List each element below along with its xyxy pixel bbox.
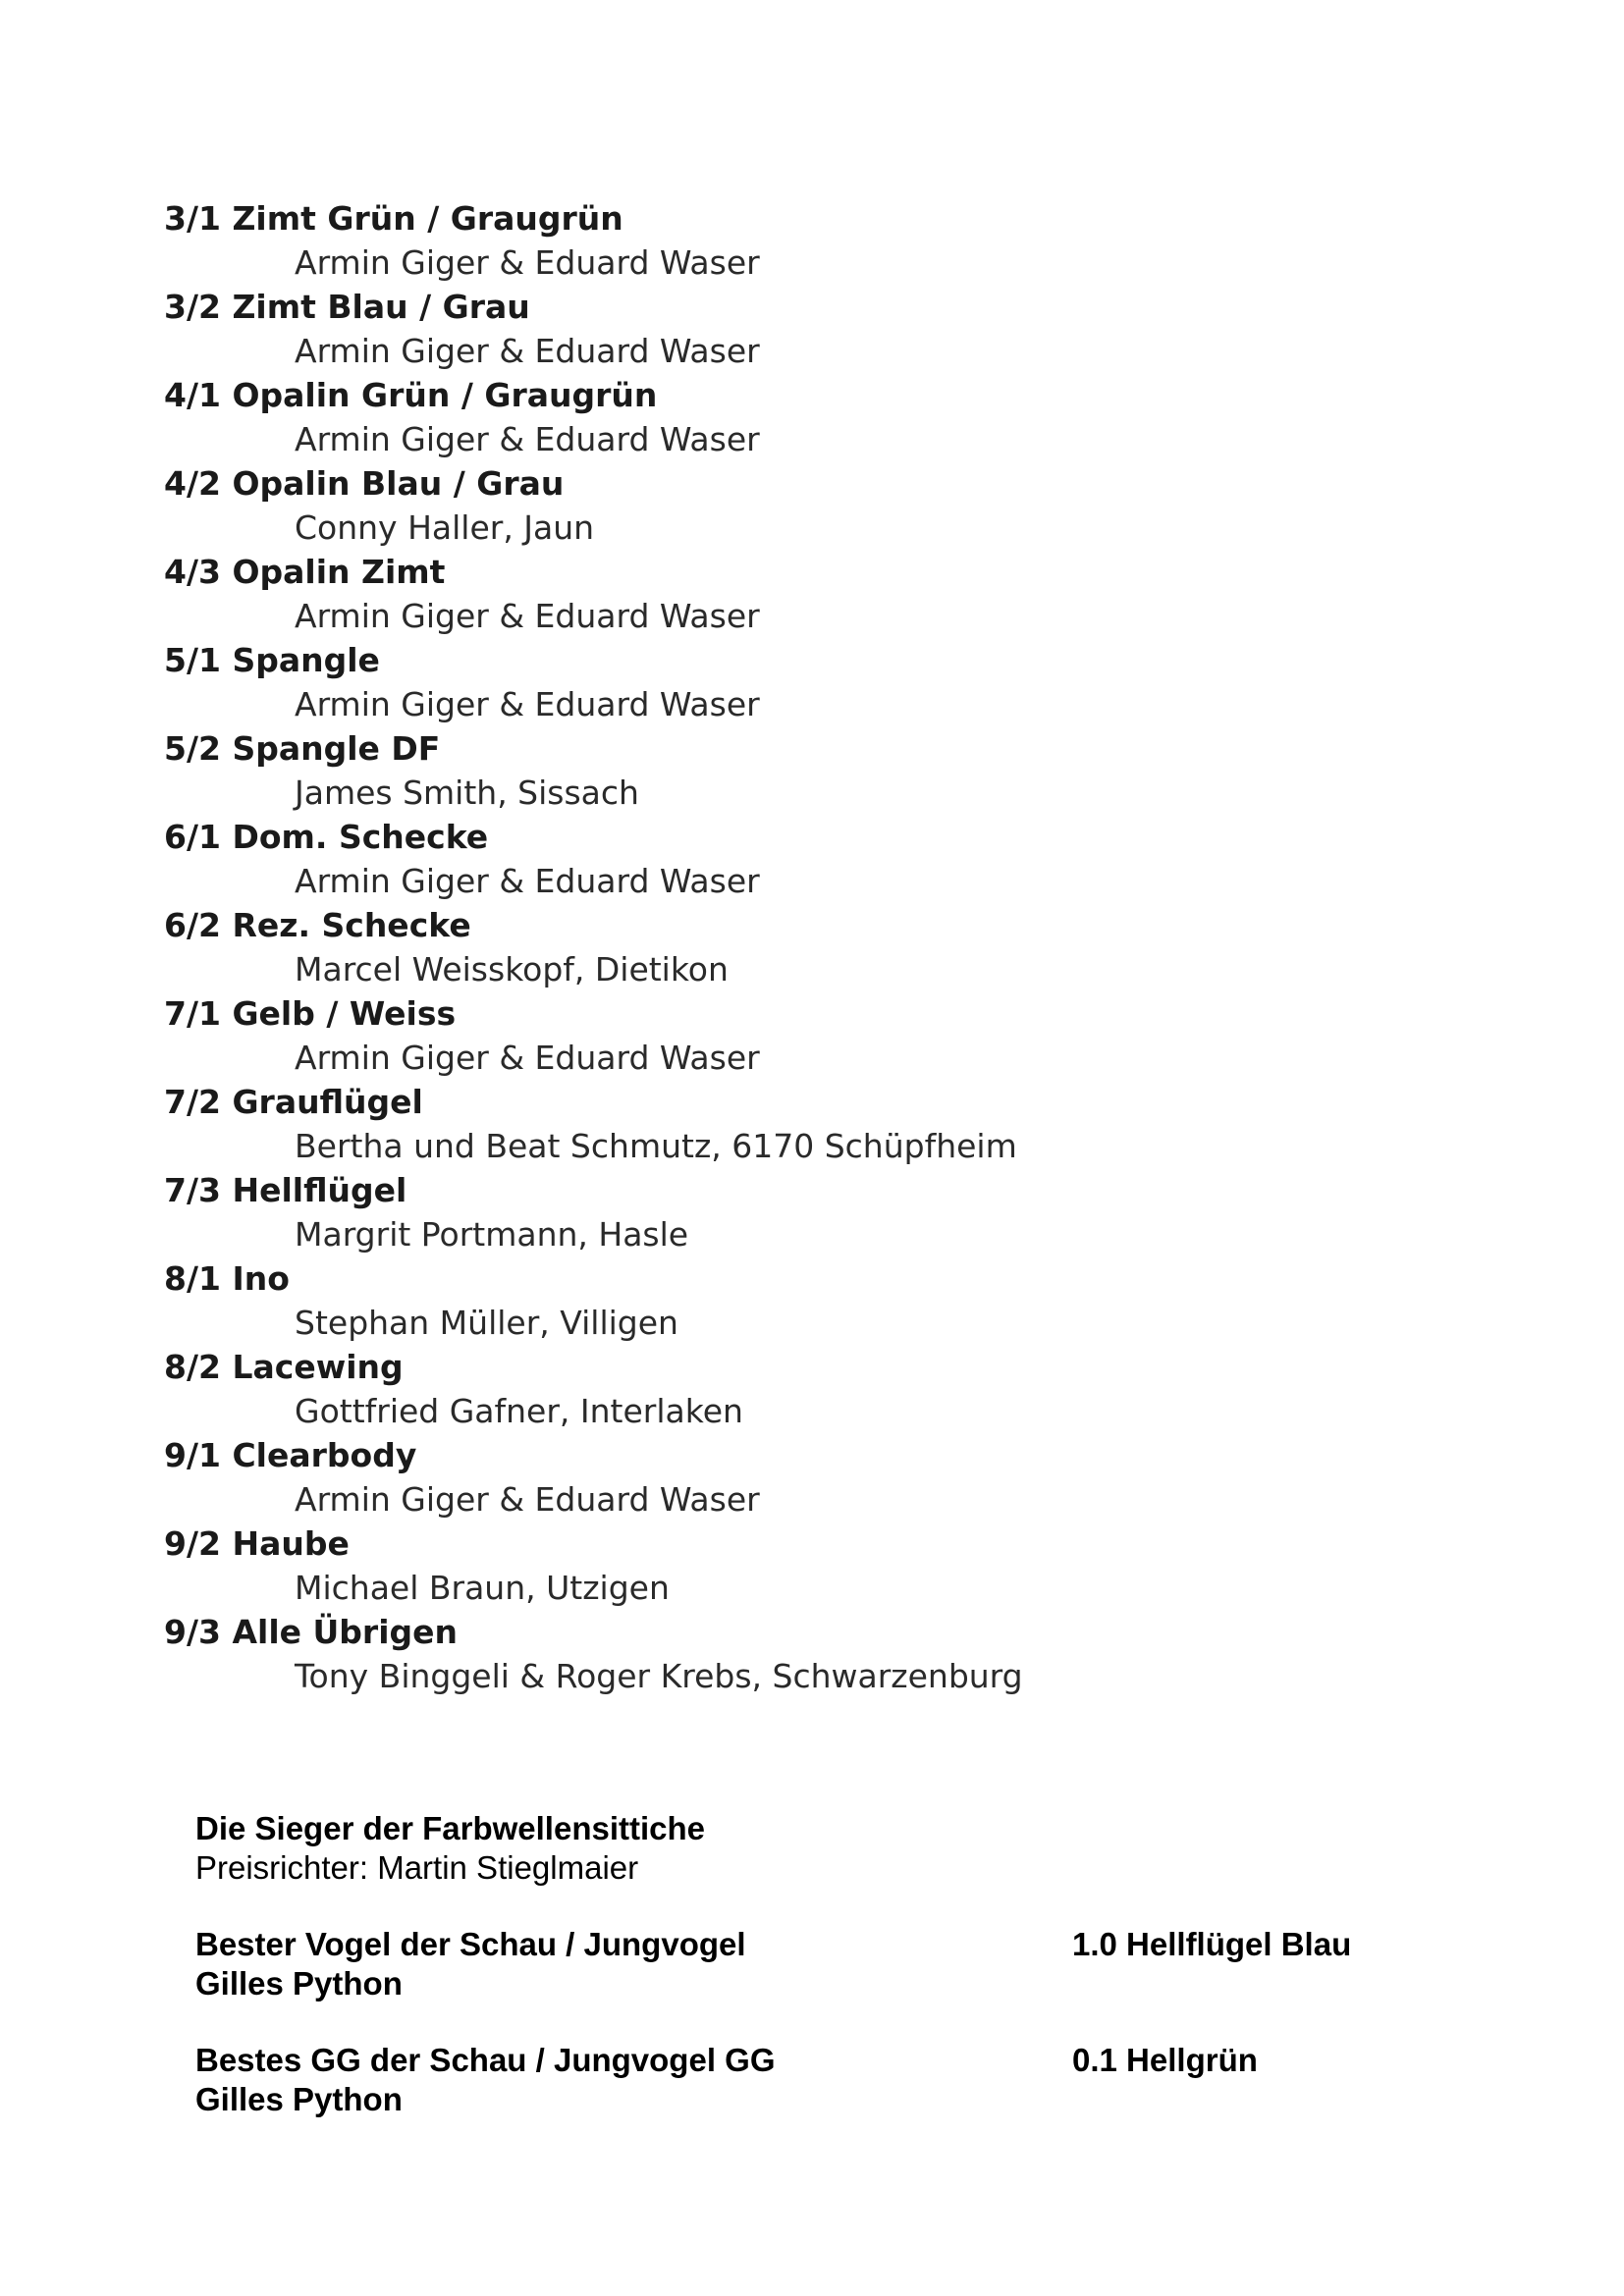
class-title: 9/2 Haube	[164, 1524, 350, 1563]
breeder-name: Armin Giger & Eduard Waser	[295, 243, 760, 282]
breeder-name: James Smith, Sissach	[295, 774, 639, 812]
class-title: 7/1 Gelb / Weiss	[164, 994, 457, 1033]
judge-line: Preisrichter: Martin Stieglmaier	[195, 1849, 639, 1886]
award-owner: Gilles Python	[195, 2081, 403, 2117]
breeder-name: Armin Giger & Eduard Waser	[295, 685, 760, 723]
breeder-name: Armin Giger & Eduard Waser	[295, 1480, 760, 1519]
breeder-name: Margrit Portmann, Hasle	[295, 1215, 689, 1254]
winners-section	[195, 1809, 1472, 2119]
class-entry	[164, 1610, 1342, 1698]
class-title: 4/3 Opalin Zimt	[164, 553, 446, 591]
class-title: 4/2 Opalin Blau / Grau	[164, 464, 565, 503]
class-entry	[164, 991, 1342, 1080]
class-entry	[164, 1168, 1342, 1256]
breeder-name: Conny Haller, Jaun	[295, 508, 595, 547]
class-title: 5/2 Spangle DF	[164, 729, 441, 768]
class-results-list	[164, 196, 1342, 1698]
class-entry	[164, 461, 1342, 550]
class-entry	[164, 903, 1342, 991]
class-title: 8/2 Lacewing	[164, 1348, 404, 1386]
award-details	[195, 1925, 1040, 2003]
class-title: 9/3 Alle Übrigen	[164, 1613, 458, 1651]
class-title: 7/3 Hellflügel	[164, 1171, 407, 1209]
class-title: 6/1 Dom. Schecke	[164, 818, 489, 856]
class-title: 8/1 Ino	[164, 1259, 290, 1298]
class-entry	[164, 726, 1342, 815]
class-entry	[164, 373, 1342, 461]
class-title: 7/2 Grauflügel	[164, 1083, 423, 1121]
class-entry	[164, 638, 1342, 726]
class-title: 3/1 Zimt Grün / Graugrün	[164, 199, 623, 238]
award-details	[195, 2041, 1040, 2119]
class-entry	[164, 196, 1342, 285]
breeder-name: Tony Binggeli & Roger Krebs, Schwarzenburg	[295, 1657, 1023, 1695]
breeder-name: Gottfried Gafner, Interlaken	[295, 1392, 743, 1430]
class-title: 5/1 Spangle	[164, 641, 380, 679]
breeder-name: Armin Giger & Eduard Waser	[295, 332, 760, 370]
award-bird: 0.1 Hellgrün	[1072, 2042, 1258, 2078]
award-row	[195, 1925, 1472, 2003]
class-entry	[164, 1433, 1342, 1522]
breeder-name: Armin Giger & Eduard Waser	[295, 420, 760, 458]
class-title: 3/2 Zimt Blau / Grau	[164, 288, 530, 326]
award-name: Bestes GG der Schau / Jungvogel GG	[195, 2042, 776, 2078]
breeder-name: Armin Giger & Eduard Waser	[295, 597, 760, 635]
breeder-name: Stephan Müller, Villigen	[295, 1304, 678, 1342]
award-bird: 1.0 Hellflügel Blau	[1072, 1926, 1352, 1962]
breeder-name: Bertha und Beat Schmutz, 6170 Schüpfheim	[295, 1127, 1017, 1165]
class-title: 6/2 Rez. Schecke	[164, 906, 471, 944]
class-entry	[164, 1345, 1342, 1433]
class-title: 9/1 Clearbody	[164, 1436, 417, 1474]
breeder-name: Michael Braun, Utzigen	[295, 1569, 670, 1607]
class-entry	[164, 1522, 1342, 1610]
class-entry	[164, 1256, 1342, 1345]
class-entry	[164, 285, 1342, 373]
award-owner: Gilles Python	[195, 1965, 403, 2002]
breeder-name: Marcel Weisskopf, Dietikon	[295, 950, 729, 988]
breeder-name: Armin Giger & Eduard Waser	[295, 862, 760, 900]
class-entry	[164, 550, 1342, 638]
breeder-name: Armin Giger & Eduard Waser	[295, 1039, 760, 1077]
award-name: Bester Vogel der Schau / Jungvogel	[195, 1926, 746, 1962]
class-entry	[164, 815, 1342, 903]
class-title: 4/1 Opalin Grün / Graugrün	[164, 376, 658, 414]
award-row	[195, 2041, 1472, 2119]
class-entry	[164, 1080, 1342, 1168]
winners-title: Die Sieger der Farbwellensittiche	[195, 1810, 706, 1846]
